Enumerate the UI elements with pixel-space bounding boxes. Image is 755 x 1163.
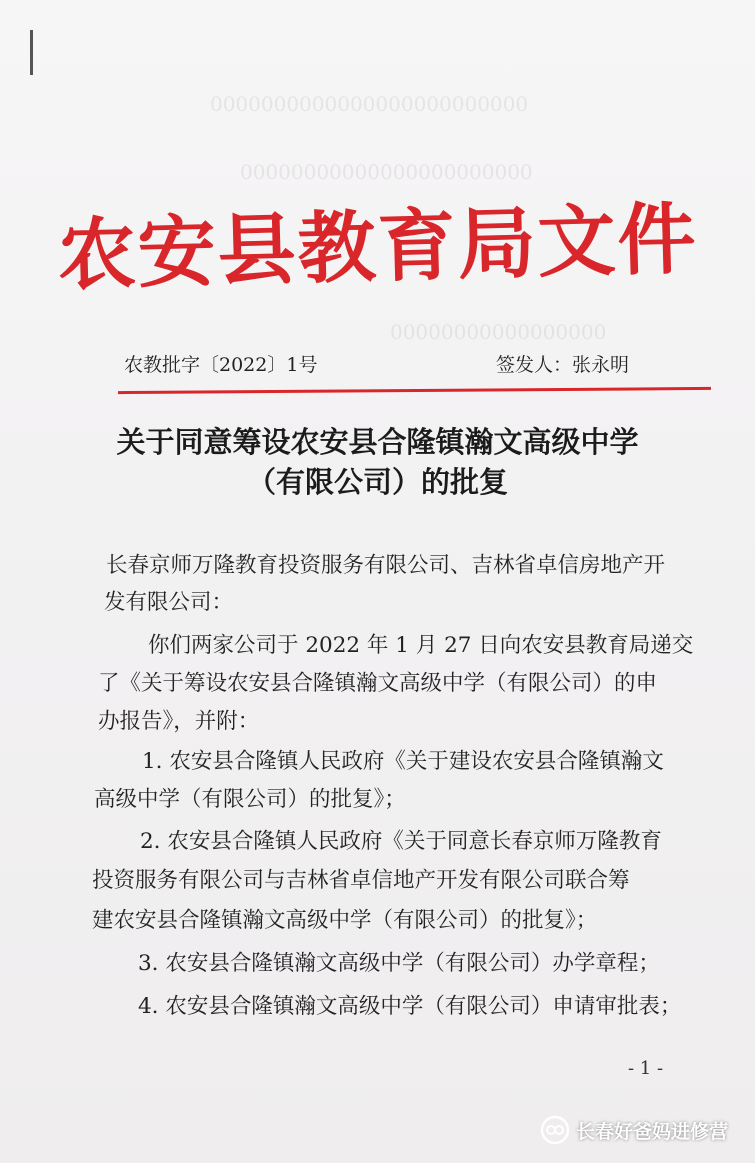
body-line: 3. 农安县合隆镇瀚文高级中学（有限公司）办学章程； <box>138 951 660 976</box>
body-line: 建农安县合隆镇瀚文高级中学（有限公司）的批复》； <box>92 908 598 933</box>
bleed-through-text: 00000000000000000 <box>390 320 607 344</box>
signer: 签发人：张永明 <box>496 354 630 376</box>
body-line: 2. 农安县合隆镇人民政府《关于同意长春京师万隆教育 <box>140 829 662 854</box>
document-number: 农教批字〔2022〕1号 <box>124 354 318 376</box>
wechat-official-account-icon <box>540 1115 570 1145</box>
document-title-line-1: 关于同意筹设农安县合隆镇瀚文高级中学 <box>116 425 639 459</box>
document-header-title: 农安县教育局文件 <box>56 193 699 302</box>
document-title-line-2: （有限公司）的批复 <box>246 465 508 499</box>
body-line: 高级中学（有限公司）的批复》； <box>94 787 406 812</box>
watermark <box>540 1115 728 1145</box>
page-number: - 1 - <box>628 1058 664 1079</box>
bleed-through-text: 0000000000000000000000000 <box>210 92 529 116</box>
body-line: 发有限公司： <box>104 590 234 615</box>
body-line: 投资服务有限公司与吉林省卓信地产开发有限公司联合筹 <box>92 868 630 893</box>
body-line: 4. 农安县合隆镇瀚文高级中学（有限公司）申请审批表； <box>138 994 682 1019</box>
page-edge-mark <box>30 30 33 75</box>
watermark-text: 长春好爸妈进修营 <box>576 1120 729 1143</box>
body-line: 了《关于筹设农安县合隆镇瀚文高级中学（有限公司）的申 <box>98 671 658 696</box>
body-line: 办报告》，并附： <box>98 709 260 734</box>
body-line: 长春京师万隆教育投资服务有限公司、吉林省卓信房地产开 <box>106 553 666 578</box>
body-line: 1. 农安县合隆镇人民政府《关于建设农安县合隆镇瀚文 <box>142 749 664 774</box>
body-line: 你们两家公司于 2022 年 1 月 27 日向农安县教育局递交 <box>148 633 694 658</box>
red-divider-line <box>118 387 711 394</box>
bleed-through-text: 00000000000000000000000 <box>240 160 533 184</box>
